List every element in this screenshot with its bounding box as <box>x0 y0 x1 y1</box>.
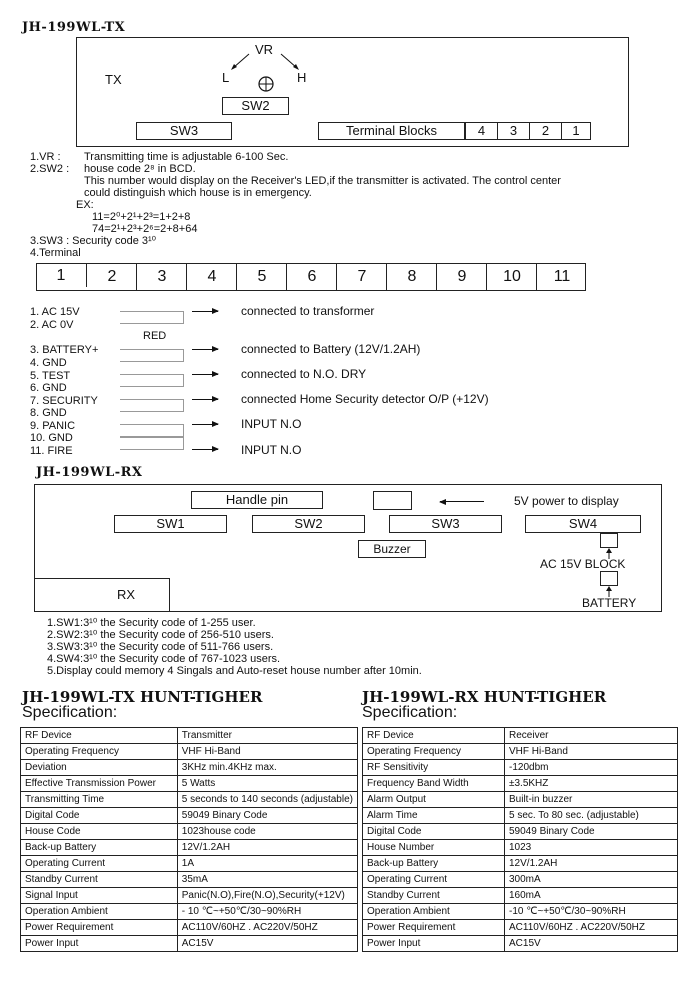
table-row <box>363 888 678 904</box>
table-row <box>21 904 358 920</box>
terminal-blocks-box: Terminal Blocks <box>318 122 465 140</box>
terminal-1: 1 <box>56 267 66 284</box>
arrow-6-icon <box>192 449 218 450</box>
arrow-display-icon <box>440 501 484 502</box>
rx-note-2: 2.SW2:3¹⁰ the Security code of 256-510 users. <box>47 629 274 641</box>
wire-3b: 6. GND <box>30 382 67 394</box>
note-1-key: 1.VR : <box>30 151 61 163</box>
terminal-8: 8 <box>386 263 437 291</box>
note-ex-1: 11=2⁰+2¹+2³=1+2+8 <box>92 211 191 223</box>
spec-value: AC110V/60HZ . AC220V/50HZ <box>177 920 357 936</box>
note-2-line3: could distinguish which house is in emergency. <box>84 187 312 199</box>
terminal-3: 3 <box>136 263 187 291</box>
spec-key: Operation Ambient <box>363 904 505 920</box>
spec-value: 300mA <box>505 872 678 888</box>
sw3-rx-box: SW3 <box>389 515 502 533</box>
table-row <box>21 856 358 872</box>
table-row <box>363 824 678 840</box>
terminal-5: 5 <box>236 263 287 291</box>
vr-pot-icon <box>225 52 305 97</box>
spec-value: 12V/1.2AH <box>505 856 678 872</box>
spec-value: 3KHz min.4KHz max. <box>177 760 357 776</box>
sw3-box: SW3 <box>136 122 232 140</box>
arrow-2-icon <box>192 349 218 350</box>
terminal-6: 6 <box>286 263 337 291</box>
sw1-box: SW1 <box>114 515 227 533</box>
spec-key: Operating Frequency <box>363 744 505 760</box>
wire-line-6 <box>120 437 184 450</box>
table-row <box>363 856 678 872</box>
spec-value: -10 ℃~+50℃/30~90%RH <box>505 904 678 920</box>
spec-key: Power Requirement <box>21 920 178 936</box>
spec-value: 59049 Binary Code <box>505 824 678 840</box>
spec-key: RF Device <box>21 728 178 744</box>
spec-value: 12V/1.2AH <box>177 840 357 856</box>
wire-5b: 10. GND <box>30 432 73 444</box>
spec-tx-table <box>20 727 358 952</box>
spec-value: Panic(N.O),Fire(N.O),Security(+12V) <box>177 888 357 904</box>
tx-label: TX <box>105 72 122 87</box>
table-row <box>363 728 678 744</box>
table-row <box>21 776 358 792</box>
table-row <box>21 760 358 776</box>
terminal-2: 2 <box>86 263 137 287</box>
spec-value: 160mA <box>505 888 678 904</box>
spec-key: Operation Ambient <box>21 904 178 920</box>
wire-desc-6: INPUT N.O <box>241 443 302 457</box>
wire-1b: 2. AC 0V <box>30 319 74 331</box>
sw4-box: SW4 <box>525 515 641 533</box>
table-row <box>21 920 358 936</box>
spec-value: 5 sec. To 80 sec. (adjustable) <box>505 808 678 824</box>
spec-value: 59049 Binary Code <box>177 808 357 824</box>
ac-block-connector <box>600 533 618 548</box>
spec-key: Transmitting Time <box>21 792 178 808</box>
spec-value: 5 Watts <box>177 776 357 792</box>
rx-module-box <box>34 578 170 612</box>
table-row <box>363 904 678 920</box>
sw2-box: SW2 <box>222 97 289 115</box>
arrow-1-icon <box>192 311 218 312</box>
table-row <box>21 792 358 808</box>
vr-l-label: L <box>222 70 230 85</box>
spec-value: Transmitter <box>177 728 357 744</box>
spec-value: 35mA <box>177 872 357 888</box>
spec-value: ±3.5KHZ <box>505 776 678 792</box>
spec-rx-title: JH-199WL-RX HUNT-TIGHER <box>362 688 607 706</box>
table-row <box>363 840 678 856</box>
vr-h-label: H <box>297 70 307 85</box>
terminal-block-2: 2 <box>529 122 562 140</box>
ac-block-label: AC 15V BLOCK <box>540 557 626 571</box>
spec-value: Built-in buzzer <box>505 792 678 808</box>
spec-value: VHF Hi-Band <box>177 744 357 760</box>
terminal-9: 9 <box>436 263 487 291</box>
wire-line-2 <box>120 349 184 362</box>
note-ex-2: 74=2¹+2³+2⁶=2+8+64 <box>92 223 198 235</box>
spec-value: 1023 <box>505 840 678 856</box>
table-row <box>363 776 678 792</box>
wire-desc-4: connected Home Security detector O/P (+12V) <box>241 392 489 406</box>
note-3: 3.SW3 : Security code 3¹⁰ <box>30 235 157 247</box>
spec-value: 1023house code <box>177 824 357 840</box>
power-display-label: 5V power to display <box>514 494 619 508</box>
table-row <box>21 888 358 904</box>
spec-key: Operating Frequency <box>21 744 178 760</box>
table-row <box>21 808 358 824</box>
terminal-4: 4 <box>186 263 237 291</box>
spec-key: Power Input <box>363 936 505 952</box>
spec-key: Signal Input <box>21 888 178 904</box>
spec-key: Operating Current <box>363 872 505 888</box>
table-row <box>21 824 358 840</box>
spec-key: Alarm Time <box>363 808 505 824</box>
note-1-text: Transmitting time is adjustable 6-100 Sec. <box>84 151 289 163</box>
table-row <box>21 872 358 888</box>
spec-key: RF Sensitivity <box>363 760 505 776</box>
tx-title: JH-199WL-TX <box>22 20 126 35</box>
table-row <box>363 760 678 776</box>
spec-key: Alarm Output <box>363 792 505 808</box>
terminal-block-1: 1 <box>561 122 591 140</box>
terminal-block-4: 4 <box>465 122 498 140</box>
wire-2b: 4. GND <box>30 357 67 369</box>
spec-value: AC15V <box>177 936 357 952</box>
note-ex: EX: <box>76 199 94 211</box>
spec-value: 1A <box>177 856 357 872</box>
table-row <box>363 744 678 760</box>
spec-key: House Code <box>21 824 178 840</box>
battery-label: BATTERY <box>582 596 637 610</box>
spec-value: - 10 ℃~+50℃/30~90%RH <box>177 904 357 920</box>
table-row <box>363 936 678 952</box>
table-row <box>21 840 358 856</box>
wire-line-3 <box>120 374 184 387</box>
spec-key: Power Input <box>21 936 178 952</box>
spec-value: AC110V/60HZ . AC220V/50HZ <box>505 920 678 936</box>
terminal-7: 7 <box>336 263 387 291</box>
spec-tx-title: JH-199WL-TX HUNT-TIGHER <box>22 688 263 706</box>
spec-value: -120dbm <box>505 760 678 776</box>
spec-key: Back-up Battery <box>21 840 178 856</box>
vr-label: VR <box>255 42 274 57</box>
buzzer-box: Buzzer <box>358 540 426 558</box>
note-2-key: 2.SW2 : <box>30 163 70 175</box>
table-row <box>363 920 678 936</box>
spec-key: Standby Current <box>363 888 505 904</box>
wire-4b: 8. GND <box>30 407 67 419</box>
rx-note-4: 4.SW4:3¹⁰ the Security code of 767-1023 users. <box>47 653 281 665</box>
spec-key: Back-up Battery <box>363 856 505 872</box>
spec-value: VHF Hi-Band <box>505 744 678 760</box>
spec-rx-subtitle: Specification: <box>362 704 458 721</box>
spec-key: Standby Current <box>21 872 178 888</box>
arrow-5-icon <box>192 424 218 425</box>
note-4: 4.Terminal <box>30 247 81 259</box>
wire-5a: 9. PANIC <box>30 420 76 432</box>
rx-title: JH-199WL-RX <box>36 465 143 480</box>
spec-key: Frequency Band Width <box>363 776 505 792</box>
display-box <box>373 491 412 510</box>
wire-6a: 11. FIRE <box>30 445 73 457</box>
terminal-10: 10 <box>486 263 537 291</box>
spec-key: Digital Code <box>363 824 505 840</box>
table-row <box>21 936 358 952</box>
table-row <box>363 792 678 808</box>
terminal-block-3: 3 <box>497 122 530 140</box>
note-2-text: house code 2⁸ in BCD. <box>84 163 196 175</box>
rx-note-3: 3.SW3:3¹⁰ the Security code of 511-766 users. <box>47 641 274 653</box>
table-row <box>21 744 358 760</box>
spec-rx-table <box>362 727 678 952</box>
wire-3a: 5. TEST <box>30 370 71 382</box>
wire-desc-2: connected to Battery (12V/1.2AH) <box>241 342 421 356</box>
rx-note-5: 5.Display could memory 4 Singals and Auto-reset house number after 10min. <box>47 665 422 677</box>
spec-value: AC15V <box>505 936 678 952</box>
table-row <box>363 872 678 888</box>
handle-pin-box: Handle pin <box>191 491 323 509</box>
wire-4a: 7. SECURITY <box>30 395 98 407</box>
wire-line-4 <box>120 399 184 412</box>
wire-line-1 <box>120 311 184 324</box>
red-label: RED <box>143 330 167 342</box>
wire-2a: 3. BATTERY+ <box>30 344 99 356</box>
wire-desc-1: connected to transformer <box>241 304 375 318</box>
wire-desc-5: INPUT N.O <box>241 417 302 431</box>
spec-value: 5 seconds to 140 seconds (adjustable) <box>177 792 357 808</box>
wire-desc-3: connected to N.O. DRY <box>241 367 367 381</box>
spec-tx-subtitle: Specification: <box>22 704 118 721</box>
table-row <box>21 728 358 744</box>
wire-line-5 <box>120 424 184 437</box>
spec-key: House Number <box>363 840 505 856</box>
spec-value: Receiver <box>505 728 678 744</box>
note-2-line2: This number would display on the Receiver's LED,if the transmitter is activated. The control center <box>84 175 561 187</box>
rx-note-1: 1.SW1:3¹⁰ the Security code of 1-255 user. <box>47 617 256 629</box>
arrow-4-icon <box>192 399 218 400</box>
spec-key: Effective Transmission Power <box>21 776 178 792</box>
wire-1a: 1. AC 15V <box>30 306 80 318</box>
table-row <box>363 808 678 824</box>
spec-key: Operating Current <box>21 856 178 872</box>
terminal-11: 11 <box>536 263 587 291</box>
spec-key: RF Device <box>363 728 505 744</box>
sw2-rx-box: SW2 <box>252 515 365 533</box>
battery-connector <box>600 571 618 586</box>
spec-key: Power Requirement <box>363 920 505 936</box>
spec-key: Digital Code <box>21 808 178 824</box>
rx-label: RX <box>117 587 136 602</box>
spec-key: Deviation <box>21 760 178 776</box>
arrow-3-icon <box>192 374 218 375</box>
